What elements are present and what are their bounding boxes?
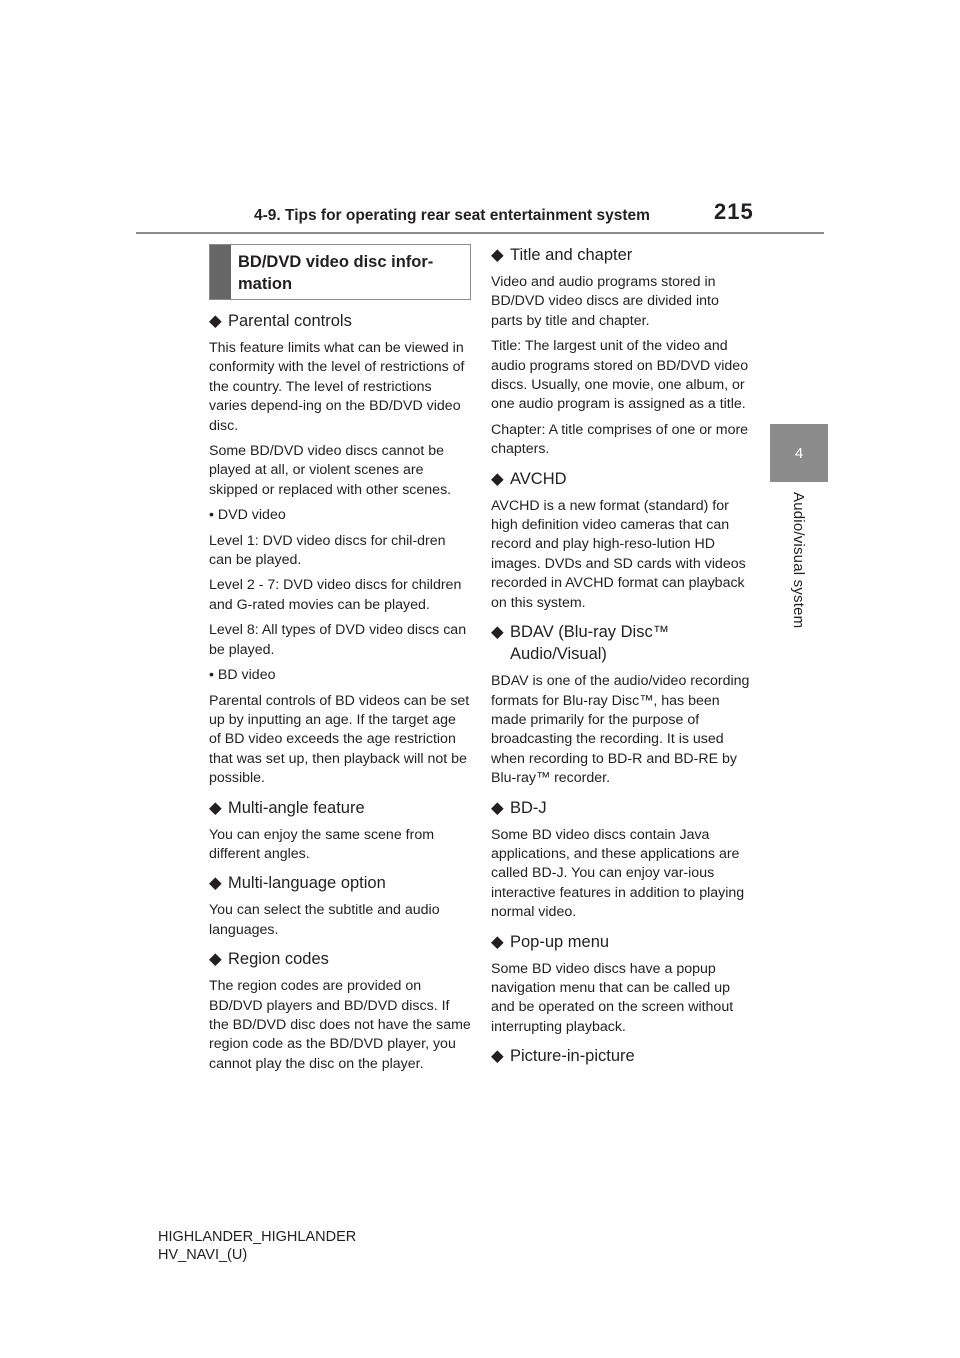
heading-text: Region codes bbox=[228, 950, 329, 969]
paragraph: AVCHD is a new format (standard) for high definition video cameras that can record and play high-reso-lution HD images. DVDs and SD cards with videos recorded in AVCHD format can playback on this system. bbox=[491, 497, 746, 611]
paragraph: You can select the subtitle and audio languages. bbox=[209, 902, 440, 938]
heading-region-codes bbox=[209, 948, 471, 970]
paragraph: Level 8: All types of DVD video discs can be played. bbox=[209, 622, 467, 658]
heading-title-chapter bbox=[491, 244, 753, 266]
info-box bbox=[209, 244, 471, 300]
info-box-bar bbox=[210, 245, 231, 299]
heading-text: Parental controls bbox=[228, 312, 352, 330]
heading-avchd bbox=[491, 468, 753, 490]
heading-pop-up-menu bbox=[491, 931, 753, 953]
paragraph: Chapter: A title comprises of one or more chapters. bbox=[491, 421, 749, 458]
paragraph: Some BD video discs contain Java applications, and these applications are called BD-J. You can enjoy var-ious interactive features in addition to playing normal video. bbox=[491, 826, 745, 921]
paragraph: Some BD/DVD video discs cannot be played at all, or violent scenes are skipped or replaced with other scenes. bbox=[209, 443, 452, 498]
diamond-bullet-icon: ◆ bbox=[491, 246, 504, 264]
diamond-bullet-icon: ◆ bbox=[491, 932, 504, 951]
heading-bdav bbox=[491, 621, 753, 665]
paragraph: Level 1: DVD video discs for chil-dren can be played. bbox=[209, 532, 446, 569]
info-box-title bbox=[231, 245, 433, 299]
heading-text: Pop-up menu bbox=[510, 932, 610, 951]
heading-picture-in-picture bbox=[491, 1045, 753, 1067]
heading-parental-controls bbox=[209, 310, 471, 332]
paragraph: You can enjoy the same scene from different angles. bbox=[209, 826, 435, 862]
paragraph: The region codes are provided on BD/DVD players and BD/DVD discs. If the BD/DVD disc does not have the same region code as the BD/DVD player, you cannot play the disc on the player. bbox=[209, 978, 471, 1072]
diamond-bullet-icon: ◆ bbox=[491, 469, 504, 488]
list-label: • DVD video bbox=[209, 507, 286, 524]
diamond-bullet-icon: ◆ bbox=[491, 1047, 504, 1066]
paragraph: This feature limits what can be viewed in conformity with the level of restrictions of the country. The level of restrictions varies depend-ing on the BD/DVD video disc. bbox=[209, 340, 465, 434]
heading-multi-angle bbox=[209, 797, 471, 819]
chapter-number: 4 bbox=[794, 444, 804, 462]
left-column bbox=[209, 244, 471, 1080]
paragraph: Parental controls of BD videos can be set up by inputting an age. If the target age of BD video exceeds the age restriction that was set up, then playback will not be possible. bbox=[209, 692, 470, 787]
heading-text: AVCHD bbox=[510, 469, 567, 488]
diamond-bullet-icon: ◆ bbox=[209, 312, 222, 330]
heading-bd-j bbox=[491, 797, 753, 819]
diamond-bullet-icon: ◆ bbox=[209, 950, 222, 969]
diamond-bullet-icon: ◆ bbox=[209, 798, 222, 817]
right-column bbox=[491, 244, 753, 1074]
paragraph: Title: The largest unit of the video and audio programs stored on BD/DVD video discs. Usually, one movie, one album, or one audio program is assigned as a title. bbox=[491, 338, 749, 413]
section-title: 4-9. Tips for operating rear seat entertainment system bbox=[254, 207, 650, 224]
heading-text: Picture-in-picture bbox=[510, 1047, 635, 1066]
paragraph: Some BD video discs have a popup navigation menu that can be called up and be operated on the screen without interrupting playback. bbox=[491, 960, 734, 1035]
heading-text: BDAV (Blu-ray Disc™ Audio/Visual) bbox=[510, 623, 670, 664]
diamond-bullet-icon: ◆ bbox=[209, 874, 222, 893]
heading-text: Multi-angle feature bbox=[228, 798, 365, 817]
paragraph: Level 2 - 7: DVD video discs for children and G-rated movies can be played. bbox=[209, 577, 462, 613]
page-number: 215 bbox=[714, 199, 754, 224]
diamond-bullet-icon: ◆ bbox=[491, 798, 504, 817]
footer-line-1: HIGHLANDER_HIGHLANDER bbox=[158, 1229, 357, 1245]
info-box-line-1: BD/DVD video disc infor- bbox=[238, 253, 434, 271]
paragraph: BDAV is one of the audio/video recording formats for Blu-ray Disc™, has been made primarily for the purpose of broadcasting the recording. It is used when recording to BD-R and BD-RE by Blu-ray™ recorder. bbox=[491, 673, 750, 787]
diamond-bullet-icon: ◆ bbox=[491, 623, 504, 642]
list-label: • BD video bbox=[209, 667, 276, 684]
heading-text: Title and chapter bbox=[510, 246, 633, 264]
info-box-line-2: mation bbox=[238, 275, 293, 293]
chapter-tab bbox=[770, 424, 828, 482]
heading-multi-language bbox=[209, 872, 471, 894]
heading-text: Multi-language option bbox=[228, 874, 386, 893]
chapter-label: Audio/visual system bbox=[790, 492, 807, 629]
footer-line-2: HV_NAVI_(U) bbox=[158, 1247, 248, 1263]
paragraph: Video and audio programs stored in BD/DVD video discs are divided into parts by title and chapter. bbox=[491, 274, 719, 329]
footer-model-code bbox=[158, 1228, 356, 1264]
heading-text: BD-J bbox=[510, 798, 547, 817]
header-divider bbox=[136, 232, 824, 234]
